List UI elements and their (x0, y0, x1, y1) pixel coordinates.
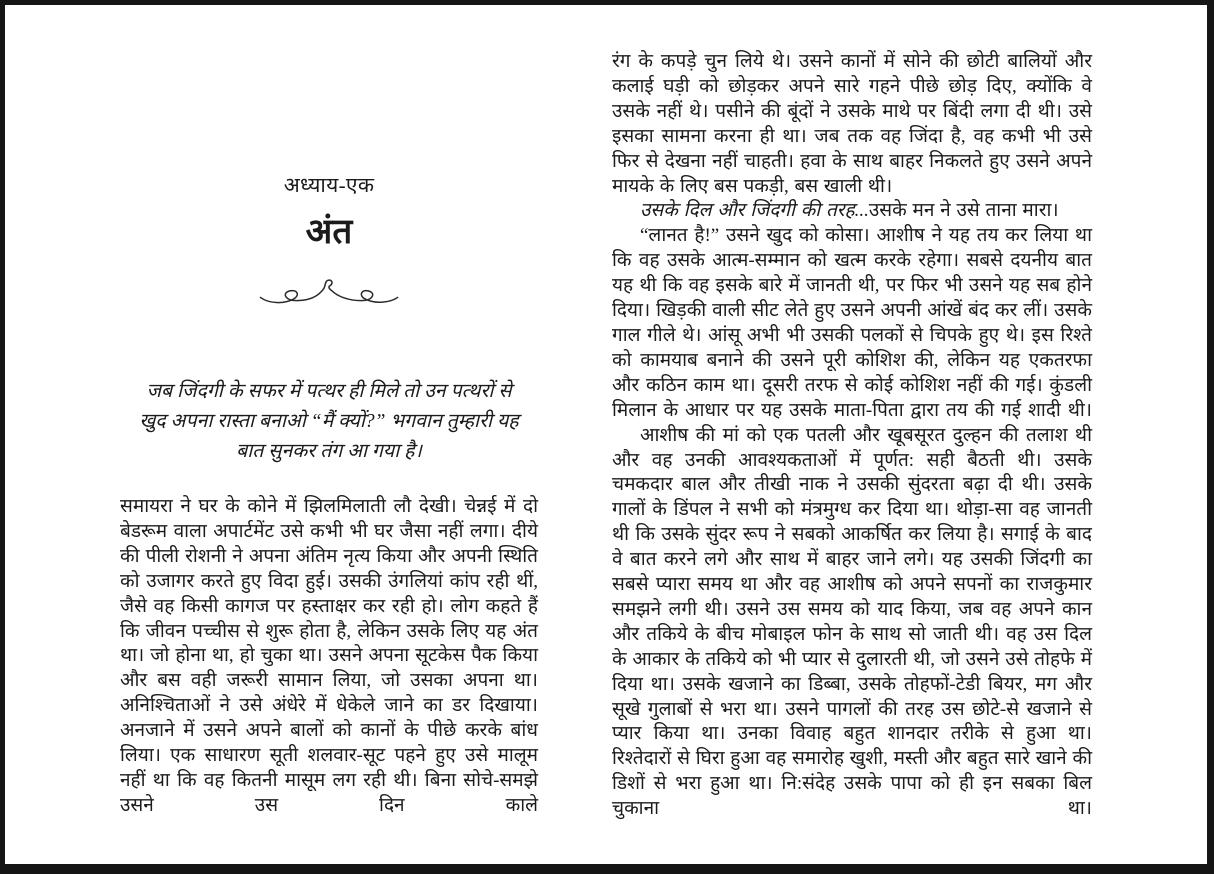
epigraph-line: खुद अपना रास्ता बनाओ “मैं क्यों?” भगवान तुम्हारी यह (139, 411, 519, 432)
left-page-body-text: समायरा ने घर के कोने में झिलमिलाती लौ देखी। चेन्नई में दो बेडरूम वाला अपार्टमेंट उसे कभी भी घर जैसा नहीं लगा। दीये की पीली रोशनी ने अपना अंतिम नृत्य किया और अपनी स्थिति को उजागर करते हुए विदा हुई। उसकी उंगलियां कांप रही थीं, जैसे वह किसी कागज पर हस्ताक्षर कर रही हो। लोग कहते हैं कि जीवन पच्चीस से शुरू होता है, लेकिन उसके लिए यह अंत था। जो होना था, हो चुका था। उसने अपना सूटकेस पैक किया और बस वही जरूरी सामान लिया, जो उसका अपना था। अनिश्चिताओं ने उसे अंधेरे में धेकेले जाने का डर दिखाया। अनजाने में उसने अपने बालों को कानों के पीछे करके बांध लिया। एक साधारण सूती शलवार-सूट पहने हुए उसे मालूम नहीं था कि वह कितनी मासूम लग रही थी। बिना सोचे-समझे उसने उस दिन काले (120, 496, 538, 816)
body-paragraph: आशीष की मां को एक पतली और खूबसूरत दुल्हन की तलाश थी और वह उनकी आवश्यकताओं में पूर्णत: सही बैठती थी। उसके चमकदार बाल और तीखी नाक ने उसकी सुंदरता बढ़ा दी थी। उसके गालों के डिंपल ने सभी को मंत्रमुग्ध कर दिया था। थोड़ा-सा वह जानती थी कि उसके सुंदर रूप ने सबको आकर्षित कर लिया है। सगाई के बाद वे बात करने लगे और साथ में बाहर जाने लगे। यह उसकी जिंदगी का सबसे प्यारा समय था और वह आशीष को अपने सपनों का राजकुमार समझने लगी थी। उसने उस समय को याद किया, जब वह अपने कान और तकिये के बीच मोबाइल फोन के साथ सो जाती थी। वह उस दिल के आकार के तकिये को भी प्यार से दुलारती थी, जो उसने उसे तोहफे में दिया था। उसके खजाने का डिब्बा, उसके तोहफों-टेडी बियर, मग और सूखे गुलाबों से भरा था। उसने पागलों की तरह उस छोटे-से खजाने से प्यार किया था। उनका विवाह बहुत शानदार तरीके से हुआ था। रिश्तेदारों से घिरा हुआ वह समारोह खुशी, मस्ती और बहुत सारे खाने की डिशों से भरा हुआ था। नि:संदेह उसके पापा को ही इन सबका बिल चुकाना था। (612, 424, 1092, 820)
body-paragraph: “लानत है!” उसने खुद को कोसा। आशीष ने यह तय कर लिया था कि वह उसके आत्म-सम्मान को खत्म करके रहेगा। सबसे दयनीय बात यह थी कि वह इसके बारे में जानती थी, पर फिर भी उसने यह सब होने दिया। खिड़की वाली सीट लेते हुए उसने अपनी आंखें बंद कर लीं। उसके गाल गीले थे। आंसू अभी भी उसकी पलकों से चिपके हुए थे। इस रिश्ते को कामयाब बनाने की उसने पूरी कोशिश की, लेकिन यह एकतरफा और कठिन काम था। दूसरी तरफ से कोई कोशिश नहीं की गई। कुंडली मिलान के आधार पर यह उसके माता-पिता द्वारा तय की गई शादी थी। (612, 225, 1092, 421)
chapter-title: अंत (305, 212, 353, 251)
body-paragraph: रंग के कपड़े चुन लिये थे। उसने कानों में सोने की छोटी बालियों और कलाई घड़ी को छोड़कर अपने सारे गहने पीछे छोड़ दिए, क्योंकि वे उसके नहीं थे। पसीने की बूंदों ने उसके माथे पर बिंदी लगा दी थी। उसे इसका सामना करना ही था। जब तक वह जिंदा है, वह कभी भी उसे फिर से देखना नहीं चाहती। हवा के साथ बाहर निकलते हुए उसने अपने मायके के लिए बस पकड़ी, बस खाली थी। (612, 51, 1092, 197)
right-page (612, 50, 1092, 822)
flourish-divider-icon (254, 272, 404, 310)
epigraph (120, 377, 538, 467)
paragraph-text: उसके मन ने उसे ताना मारा। (868, 200, 1059, 222)
chapter-ornament (120, 272, 538, 315)
epigraph-line: जब जिंदगी के सफर में पत्थर ही मिले तो उन पत्थरों से (146, 381, 512, 402)
italic-lead-text: उसके दिल और जिंदगी की तरह... (640, 200, 869, 222)
left-page (120, 172, 538, 819)
epigraph-line: बात सुनकर तंग आ गया है। (236, 441, 422, 462)
body-paragraph-with-italic-lead (612, 199, 1092, 224)
chapter-label: अध्याय-एक (283, 173, 375, 197)
